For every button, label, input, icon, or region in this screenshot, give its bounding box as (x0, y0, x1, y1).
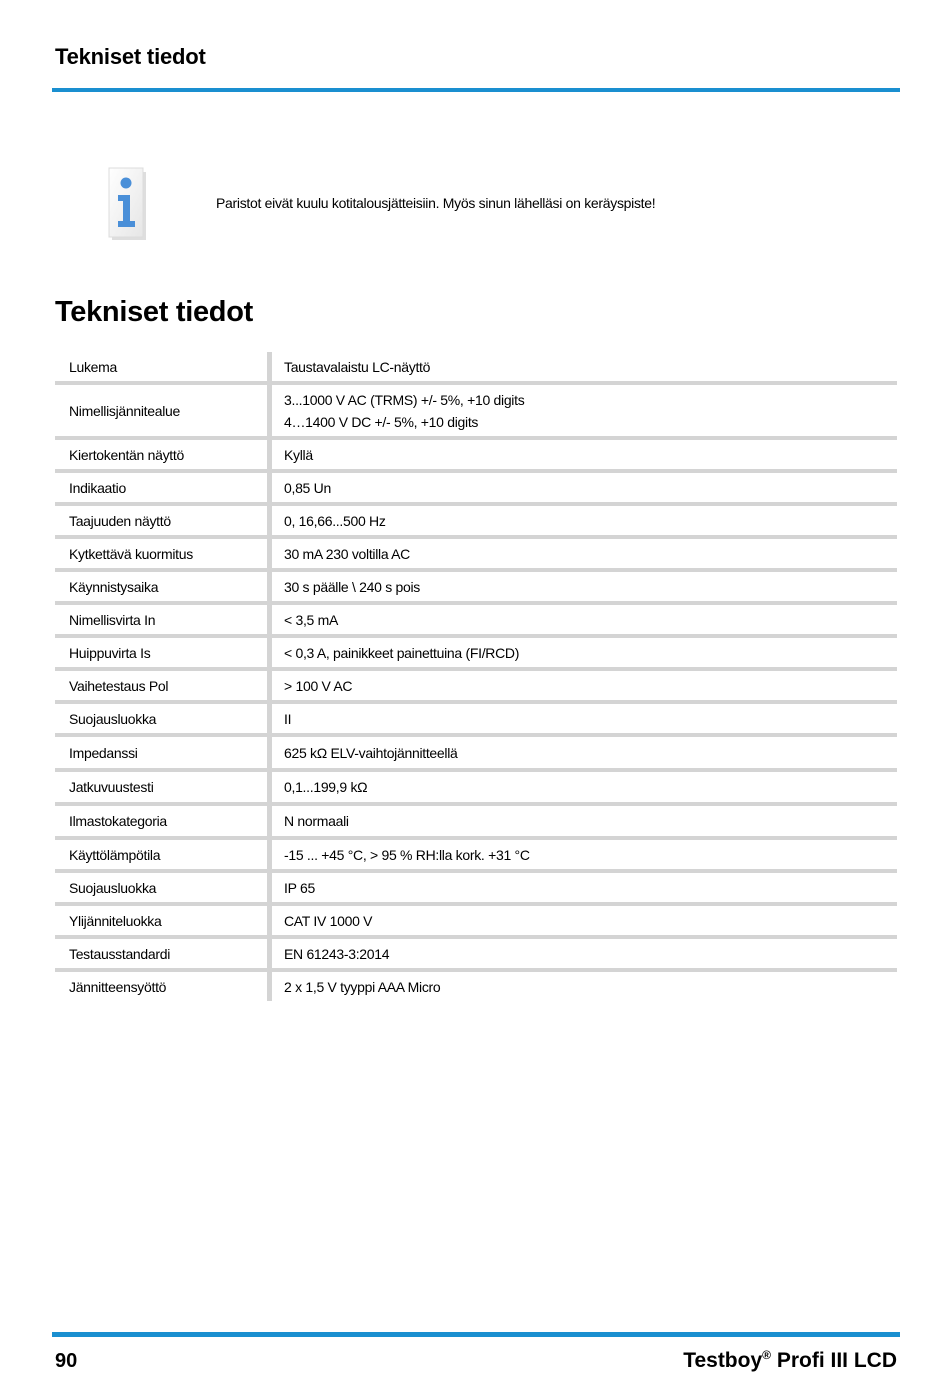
spec-row (55, 539, 897, 572)
spec-value (267, 840, 897, 869)
spec-value-line: < 3,5 mA (284, 611, 339, 628)
spec-label: Kiertokentän näyttö (69, 446, 184, 463)
spec-value (267, 671, 897, 700)
registered-mark: ® (762, 1348, 771, 1362)
spec-label: Nimellisvirta In (69, 611, 156, 628)
spec-value (267, 539, 897, 568)
spec-label: Jatkuvuustesti (69, 779, 154, 795)
product-name (683, 1348, 897, 1373)
spec-row (55, 352, 897, 385)
spec-label: Vaihetestaus Pol (69, 677, 169, 694)
spec-label: Nimellisjännitealue (69, 402, 181, 419)
spec-row (55, 638, 897, 671)
spec-value (267, 772, 897, 802)
spec-row (55, 772, 897, 806)
spec-label: Huippuvirta Is (69, 644, 151, 661)
footer-divider (52, 1332, 900, 1337)
spec-value (267, 473, 897, 502)
page-number: 90 (55, 1350, 78, 1372)
spec-value (267, 506, 897, 535)
spec-row (55, 840, 897, 873)
spec-row (55, 906, 897, 939)
info-icon (106, 166, 148, 242)
spec-row (55, 972, 897, 1001)
spec-value (267, 572, 897, 601)
spec-value-line: Taustavalaistu LC-näyttö (284, 358, 431, 375)
spec-value-line: 2 x 1,5 V tyyppi AAA Micro (284, 978, 441, 995)
spec-row (55, 873, 897, 906)
spec-value-line: EN 61243-3:2014 (284, 945, 390, 962)
spec-value-line: 625 kΩ ELV-vaihtojännitteellä (284, 744, 458, 761)
spec-label: Käynnistysaika (69, 578, 159, 595)
spec-table (55, 352, 897, 1001)
spec-label: Suojausluokka (69, 710, 157, 727)
spec-row (55, 440, 897, 473)
spec-value (267, 806, 897, 836)
battery-disposal-notice: Paristot eivät kuulu kotitalousjätteisiin. Myös sinun lähelläsi on keräyspiste! (216, 195, 656, 211)
spec-row (55, 939, 897, 972)
spec-value-line: 0,85 Un (284, 479, 331, 496)
spec-row (55, 704, 897, 737)
spec-label: Käyttölämpötila (69, 846, 161, 863)
product-brand: Testboy (683, 1349, 763, 1372)
spec-label: Taajuuden näyttö (69, 512, 171, 529)
spec-label: Jännitteensyöttö (69, 978, 167, 995)
header-divider (52, 88, 900, 92)
spec-value-line: 3...1000 V AC (TRMS) +/- 5%, +10 digits (284, 391, 525, 408)
spec-value-line: Kyllä (284, 446, 313, 463)
spec-row (55, 671, 897, 704)
spec-value-line: 30 mA 230 voltilla AC (284, 545, 410, 562)
spec-value (267, 704, 897, 733)
spec-row (55, 605, 897, 638)
spec-row (55, 806, 897, 840)
spec-value (267, 873, 897, 902)
spec-value (267, 939, 897, 968)
spec-value (267, 440, 897, 469)
spec-row (55, 737, 897, 772)
spec-value-line: < 0,3 A, painikkeet painettuina (FI/RCD) (284, 644, 520, 661)
spec-value-line: 30 s päälle \ 240 s pois (284, 578, 421, 595)
spec-label: Impedanssi (69, 744, 138, 761)
spec-label: Kytkettävä kuormitus (69, 545, 193, 562)
spec-value-line: 4…1400 V DC +/- 5%, +10 digits (284, 413, 479, 430)
spec-row (55, 385, 897, 440)
spec-row (55, 572, 897, 605)
spec-label: Indikaatio (69, 479, 126, 496)
spec-value (267, 737, 897, 768)
spec-label: Ilmastokategoria (69, 813, 167, 829)
spec-row (55, 506, 897, 539)
spec-value-line: N normaali (284, 813, 349, 829)
spec-label: Suojausluokka (69, 879, 157, 896)
spec-value-line: IP 65 (284, 879, 315, 896)
product-model: Profi III LCD (771, 1349, 897, 1372)
section-title: Tekniset tiedot (55, 296, 253, 328)
spec-value-line: 0, 16,66...500 Hz (284, 512, 386, 529)
spec-value (267, 972, 897, 1001)
spec-value (267, 385, 897, 436)
spec-value-line: -15 ... +45 °C, > 95 % RH:lla kork. +31 °C (284, 846, 530, 863)
page-header-title: Tekniset tiedot (55, 44, 206, 69)
spec-label: Lukema (69, 358, 118, 375)
spec-value-line: II (284, 710, 292, 727)
spec-label: Testausstandardi (69, 945, 171, 962)
spec-value (267, 605, 897, 634)
spec-value-line: > 100 V AC (284, 677, 353, 694)
spec-value-line: CAT IV 1000 V (284, 912, 373, 929)
spec-value (267, 638, 897, 667)
spec-value (267, 352, 897, 381)
spec-value (267, 906, 897, 935)
spec-row (55, 473, 897, 506)
spec-value-line: 0,1...199,9 kΩ (284, 779, 368, 795)
spec-label: Ylijänniteluokka (69, 912, 162, 929)
